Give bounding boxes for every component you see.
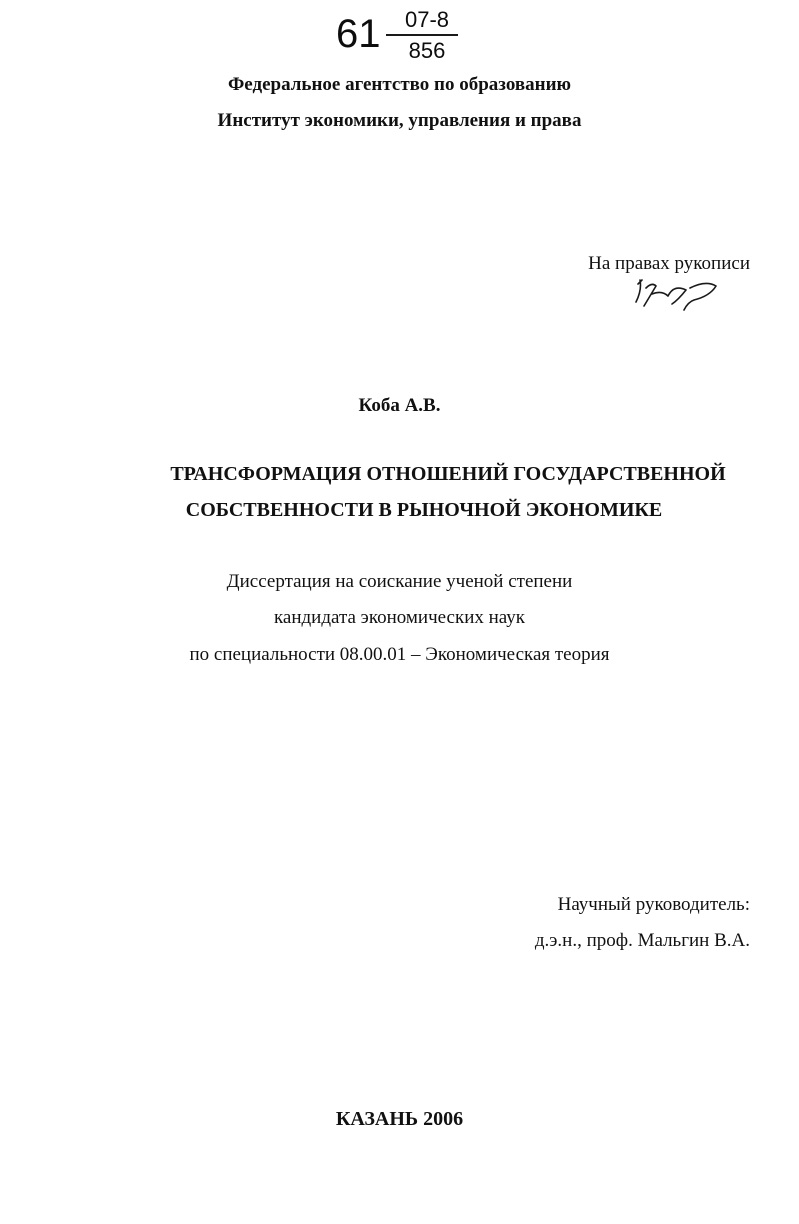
catalog-fraction [386,8,458,63]
author-name: Коба А.В. [358,395,441,416]
manuscript-note: На правах рукописи [588,253,750,274]
advisor-name: д.э.н., проф. Мальгин В.А. [534,930,750,951]
degree-line-1: Диссертация на соискание ученой степени [226,571,573,592]
catalog-denominator: 856 [408,38,446,63]
catalog-number-main: 61 [336,12,381,56]
catalog-numerator: 07-8 [404,7,450,32]
agency-name: Федеральное агентство по образованию [227,74,572,95]
dissertation-title-line-1: ТРАНСФОРМАЦИЯ ОТНОШЕНИЙ ГОСУДАРСТВЕННОЙ [170,463,726,485]
city-year: КАЗАНЬ 2006 [335,1108,464,1130]
degree-line-3: по специальности 08.00.01 – Экономическая теория [189,644,610,665]
degree-line-2: кандидата экономических наук [273,607,526,628]
institute-name: Институт экономики, управления и права [217,110,582,131]
advisor-label: Научный руководитель: [557,894,750,915]
signature-icon [628,270,728,312]
dissertation-title-line-2: СОБСТВЕННОСТИ В РЫНОЧНОЙ ЭКОНОМИКЕ [185,499,663,521]
catalog-fraction-line [386,34,458,36]
